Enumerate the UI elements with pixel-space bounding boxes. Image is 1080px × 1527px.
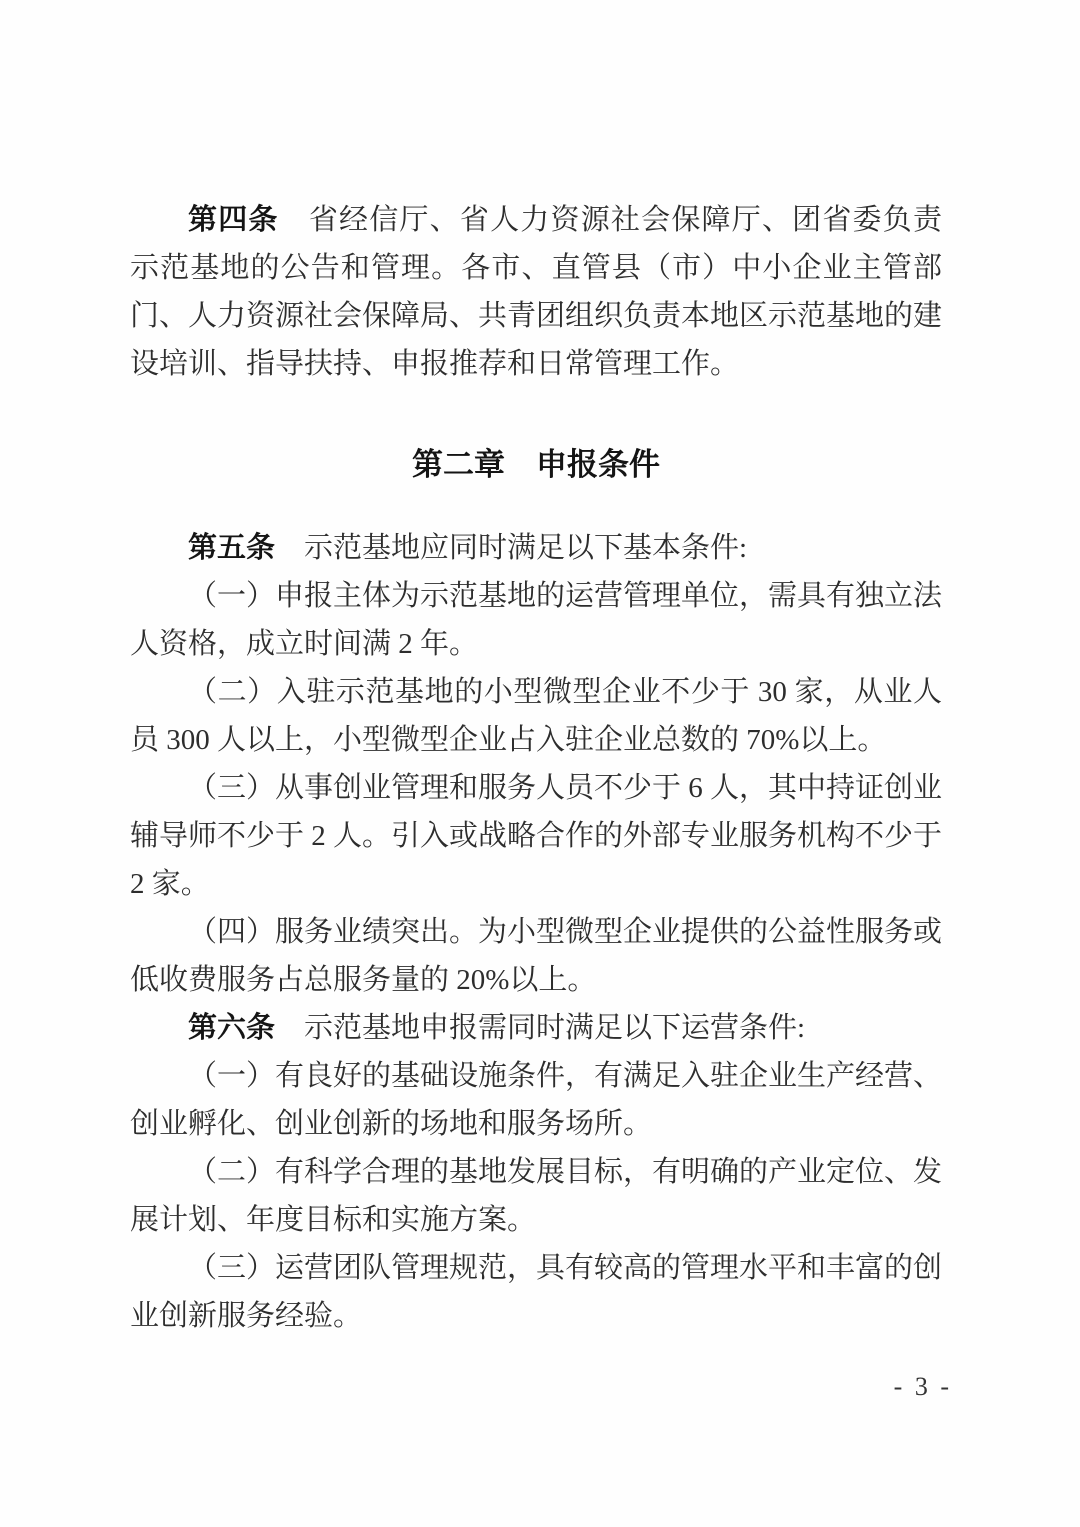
article-5-paragraph <box>130 524 942 572</box>
article-5-clause-2: （二）入驻示范基地的小型微型企业不少于 30 家，从业人员 300 人以上，小型微型企业占入驻企业总数的 70%以上。 <box>130 676 942 756</box>
chapter-2-heading <box>130 440 942 490</box>
article-4-paragraph <box>130 196 942 388</box>
article-5-clause-1: （一）申报主体为示范基地的运营管理单位，需具有独立法人资格，成立时间满 2 年。 <box>130 580 943 660</box>
article-6-clause-2: （二）有科学合理的基地发展目标，有明确的产业定位、发展计划、年度目标和实施方案。 <box>130 1156 943 1236</box>
article-6-term: 第六条 <box>188 1012 276 1044</box>
document-body <box>130 0 942 1340</box>
article-6-clause-3: （三）运营团队管理规范，具有较高的管理水平和丰富的创业创新服务经验。 <box>130 1252 943 1332</box>
article-5-clause-4: （四）服务业绩突出。为小型微型企业提供的公益性服务或低收费服务占总服务量的 20%以上。 <box>130 916 943 996</box>
article-6-text: 示范基地申报需同时满足以下运营条件: <box>275 1012 806 1044</box>
page-number: - 3 - <box>893 1372 952 1401</box>
chapter-title: 申报条件 <box>536 447 660 482</box>
article-4-term: 第四条 <box>188 204 279 236</box>
chapter-number: 第二章 <box>412 447 505 482</box>
article-4-text: 省经信厅、省人力资源社会保障厅、团省委负责示范基地的公告和管理。各市、直管县（市）中小企业主管部门、人力资源社会保障局、共青团组织负责本地区示范基地的建设培训、指导扶持、申报推荐和日常管理工作。 <box>130 204 943 380</box>
article-5-term: 第五条 <box>188 532 276 564</box>
article-6-clause-1: （一）有良好的基础设施条件，有满足入驻企业生产经营、创业孵化、创业创新的场地和服务场所。 <box>130 1060 943 1140</box>
article-6-paragraph <box>130 1004 942 1052</box>
article-5-text: 示范基地应同时满足以下基本条件: <box>275 532 748 564</box>
article-5-clause-3: （三）从事创业管理和服务人员不少于 6 人，其中持证创业辅导师不少于 2 人。引入或战略合作的外部专业服务机构不少于 2 家。 <box>130 772 943 900</box>
